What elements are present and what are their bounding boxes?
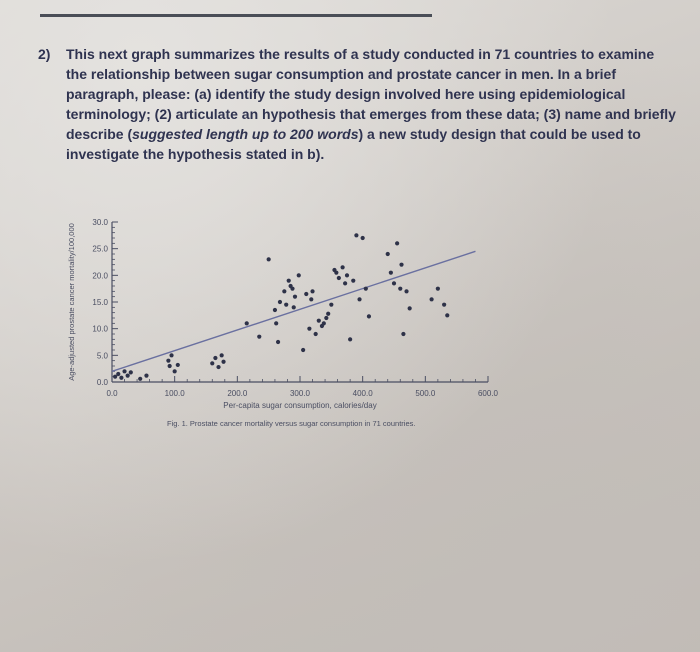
data-point	[274, 321, 278, 325]
data-point	[364, 287, 368, 291]
x-tick-label: 400.0	[352, 389, 373, 398]
data-point	[276, 340, 280, 344]
figure-caption: Fig. 1. Prostate cancer mortality versus sugar consumption in 71 countries.	[167, 419, 416, 428]
data-point	[292, 305, 296, 309]
data-point	[278, 300, 282, 304]
data-point	[284, 303, 288, 307]
data-point	[399, 263, 403, 267]
data-point	[341, 265, 345, 269]
data-point	[404, 289, 408, 293]
data-point	[389, 271, 393, 275]
data-point	[304, 292, 308, 296]
data-point	[337, 276, 341, 280]
y-tick-label: 5.0	[96, 351, 108, 361]
top-divider-line	[40, 14, 432, 17]
question-text	[66, 44, 678, 164]
data-point	[324, 316, 328, 320]
x-tick-label: 200.0	[227, 389, 248, 398]
data-point	[334, 271, 338, 275]
y-axis-label: Age-adjusted prostate cancer mortality/100,000	[67, 223, 76, 381]
x-tick-label: 100.0	[164, 389, 185, 398]
data-point	[392, 281, 396, 285]
data-point	[408, 306, 412, 310]
data-point	[329, 303, 333, 307]
data-point	[173, 369, 177, 373]
data-point	[122, 369, 126, 373]
x-tick-label: 300.0	[289, 389, 311, 398]
data-point	[395, 241, 399, 245]
x-tick-label: 600.0	[477, 389, 499, 398]
data-point	[310, 289, 314, 293]
data-point	[144, 374, 148, 378]
trend-line	[112, 251, 475, 371]
data-point	[257, 335, 261, 339]
data-point	[314, 332, 318, 336]
y-tick-label: 20.0	[92, 271, 108, 281]
data-point	[345, 273, 349, 277]
data-point	[354, 233, 358, 237]
data-point	[245, 321, 249, 325]
data-point	[398, 287, 402, 291]
scatter-chart	[60, 210, 510, 450]
data-point	[116, 372, 120, 376]
data-point	[445, 313, 449, 317]
question-text-part1: This next graph summarizes the results of a study conducted in 71 countries to examine the relationship between sugar consumption and prostate cancer in men. In a brief paragraph, please: (a) identify the study design involved here using epidemiological terminology; (2) articulate an hypothesis that emerges from these data; (3) name and briefly describe (	[66, 46, 676, 142]
data-point	[221, 360, 225, 364]
data-point	[293, 295, 297, 299]
data-point	[290, 287, 294, 291]
data-point	[216, 365, 220, 369]
data-point	[273, 308, 277, 312]
data-point	[348, 337, 352, 341]
x-tick-label: 0.0	[106, 389, 118, 398]
data-point	[129, 370, 133, 374]
scatter-chart-svg	[60, 210, 510, 450]
data-point	[166, 359, 170, 363]
y-tick-label: 30.0	[92, 218, 108, 227]
data-point	[213, 356, 217, 360]
x-axis-label: Per-capita sugar consumption, calories/day	[223, 401, 377, 410]
data-point	[126, 374, 130, 378]
data-point	[297, 273, 301, 277]
data-point	[287, 279, 291, 283]
data-point	[282, 289, 286, 293]
y-tick-label: 0.0	[96, 378, 108, 387]
data-point	[442, 303, 446, 307]
data-point	[220, 353, 224, 357]
data-point	[351, 279, 355, 283]
data-point	[436, 287, 440, 291]
data-point	[317, 319, 321, 323]
data-point	[210, 361, 214, 365]
data-point	[309, 297, 313, 301]
x-tick-label: 500.0	[415, 389, 436, 398]
data-point	[430, 297, 434, 301]
data-point	[138, 377, 142, 381]
data-point	[326, 312, 330, 316]
data-point	[169, 353, 173, 357]
data-point	[322, 321, 326, 325]
y-tick-label: 25.0	[92, 244, 108, 254]
question-text-part2: ) a new study design that could be used to investigate the hypothesis stated in b).	[66, 126, 641, 162]
data-point	[119, 376, 123, 380]
data-point	[386, 252, 390, 256]
data-point	[343, 281, 347, 285]
data-point	[301, 348, 305, 352]
question-number: 2)	[38, 46, 51, 62]
data-point	[357, 297, 361, 301]
data-point	[401, 332, 405, 336]
data-point	[176, 363, 180, 367]
data-point	[361, 236, 365, 240]
data-point	[267, 257, 271, 261]
y-tick-label: 15.0	[92, 298, 108, 307]
data-point	[367, 314, 371, 318]
question-text-italic: suggested length up to 200 words	[132, 126, 359, 142]
data-point	[307, 327, 311, 331]
y-tick-label: 10.0	[92, 324, 108, 334]
data-point	[168, 364, 172, 368]
